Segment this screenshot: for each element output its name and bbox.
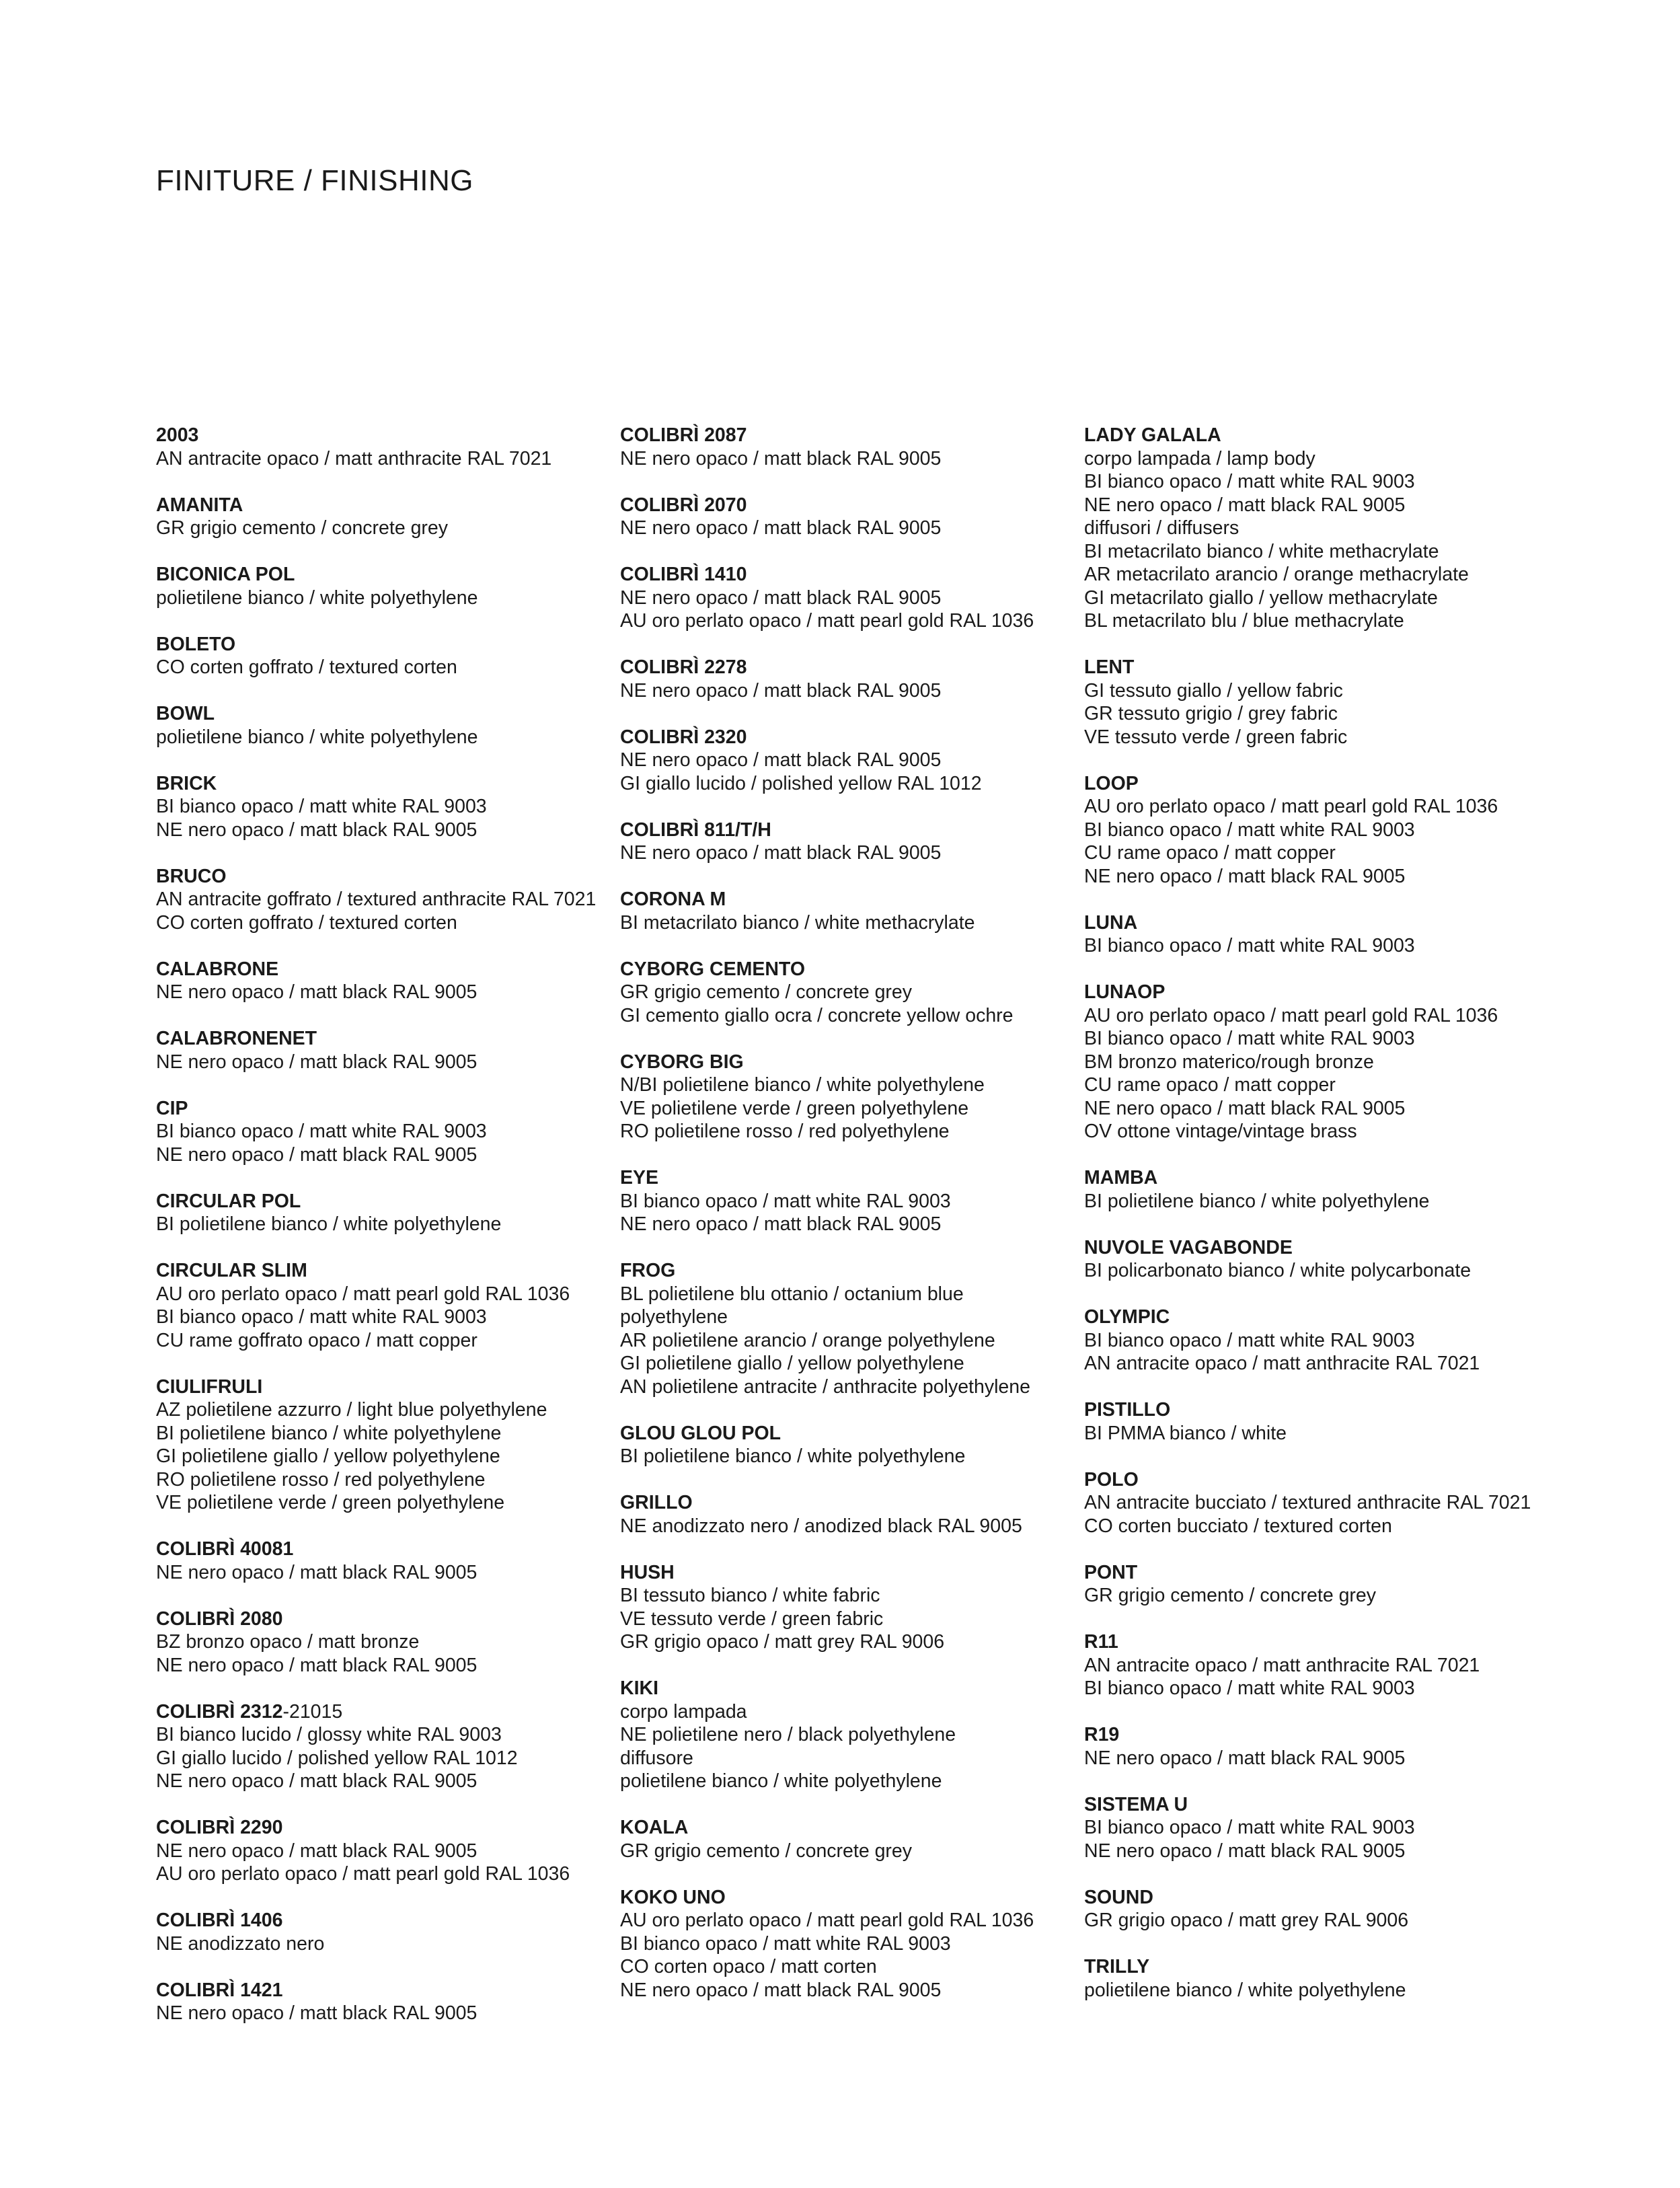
finish-line: AU oro perlato opaco / matt pearl gold RAL 1036 — [1084, 1004, 1498, 1026]
finish-line: corpo lampada / lamp body — [1084, 447, 1315, 469]
finish-line: AU oro perlato opaco / matt pearl gold RAL 1036 — [156, 1283, 570, 1305]
product-entry — [156, 1097, 600, 1167]
finish-line: BI bianco opaco / matt white RAL 9003 — [156, 1121, 487, 1142]
product-name — [156, 772, 600, 796]
product-name — [620, 1886, 1064, 1910]
product-name — [156, 1979, 600, 2002]
finish-line: CO corten opaco / matt corten — [620, 1956, 877, 1977]
product-name — [620, 888, 1064, 911]
product-entry — [156, 1259, 600, 1352]
product-name — [1084, 1306, 1528, 1329]
product-name-text: COLIBRÌ 1406 — [156, 1910, 283, 1931]
finish-line: BL polietilene blu ottanio / octanium blue — [620, 1283, 964, 1305]
finishes-column-2 — [620, 424, 1064, 2025]
product-name — [156, 563, 600, 587]
product-entry — [156, 633, 600, 679]
product-name — [1084, 1468, 1528, 1492]
product-name-text: COLIBRÌ 1421 — [156, 1979, 283, 2001]
finish-line: BL metacrilato blu / blue methacrylate — [1084, 610, 1404, 632]
product-name-text: LUNA — [1084, 911, 1138, 934]
product-name-text: SOUND — [1084, 1886, 1153, 1908]
product-entry — [156, 958, 600, 1004]
finishes-column-1 — [156, 424, 600, 2048]
product-name — [620, 1491, 1064, 1515]
product-name — [1084, 1886, 1528, 1910]
product-name — [1084, 1236, 1528, 1260]
product-name-text: CIRCULAR SLIM — [156, 1260, 307, 1281]
product-entry — [156, 865, 600, 935]
finish-line: GR tessuto grigio / grey fabric — [1084, 703, 1338, 724]
finish-line: AU oro perlato opaco / matt pearl gold RAL 1036 — [620, 1910, 1034, 1931]
product-name — [156, 424, 600, 447]
finish-line: GI giallo lucido / polished yellow RAL 1012 — [620, 772, 982, 794]
product-entry — [156, 1375, 600, 1515]
finish-line: GI cemento giallo ocra / concrete yellow ochre — [620, 1004, 1014, 1026]
finish-line: NE nero opaco / matt black RAL 9005 — [1084, 1747, 1406, 1769]
finish-line: BI metacrilato bianco / white methacrylate — [620, 911, 975, 934]
product-entry — [156, 563, 600, 609]
product-name-text: R11 — [1084, 1631, 1118, 1653]
product-name — [620, 958, 1064, 981]
finish-line: NE nero opaco / matt black RAL 9005 — [620, 1213, 942, 1235]
product-name-text: BOWL — [156, 703, 215, 724]
product-name — [1084, 424, 1528, 447]
finish-line: AU oro perlato opaco / matt pearl gold RAL 1036 — [620, 610, 1034, 632]
product-name-text: FROG — [620, 1260, 676, 1281]
finish-line: NE nero opaco / matt black RAL 9005 — [620, 447, 942, 469]
product-name-text: COLIBRÌ 2278 — [620, 656, 747, 678]
product-name — [156, 702, 600, 726]
finish-line: polyethylene — [620, 1306, 728, 1328]
product-entry — [1084, 1793, 1528, 1863]
finish-line: corpo lampada — [620, 1700, 747, 1723]
finish-line: NE nero opaco / matt black RAL 9005 — [156, 1561, 478, 1583]
product-entry — [156, 1190, 600, 1236]
finish-line: BI metacrilato bianco / white methacrylate — [1084, 540, 1439, 562]
product-entry — [1084, 1630, 1528, 1700]
finish-line: GR grigio cemento / concrete grey — [156, 517, 449, 539]
finish-line: RO polietilene rosso / red polyethylene — [620, 1121, 950, 1142]
product-entry — [156, 1538, 600, 1584]
product-entry — [1084, 1561, 1528, 1608]
finish-line: CU rame opaco / matt copper — [1084, 1074, 1336, 1096]
product-name-text: TRILLY — [1084, 1956, 1150, 1977]
product-entry — [620, 1816, 1064, 1862]
product-entry — [1084, 1723, 1528, 1770]
finish-line: NE nero opaco / matt black RAL 9005 — [156, 819, 478, 841]
finish-line: AR metacrilato arancio / orange methacrylate — [1084, 564, 1469, 585]
product-entry — [1084, 981, 1528, 1143]
finish-line: NE nero opaco / matt black RAL 9005 — [620, 517, 942, 539]
finish-line: BI bianco opaco / matt white RAL 9003 — [1084, 471, 1415, 492]
finish-line: BI bianco lucido / glossy white RAL 9003 — [156, 1724, 502, 1745]
product-name-text: KOALA — [620, 1817, 689, 1838]
product-name-text: GRILLO — [620, 1492, 693, 1513]
product-name-text: OLYMPIC — [1084, 1306, 1170, 1328]
finish-line: OV ottone vintage/vintage brass — [1084, 1121, 1357, 1142]
finish-line: RO polietilene rosso / red polyethylene — [156, 1468, 486, 1491]
product-name-text: BOLETO — [156, 633, 236, 655]
finish-line: N/BI polietilene bianco / white polyethylene — [620, 1074, 985, 1096]
finish-line: NE nero opaco / matt black RAL 9005 — [1084, 865, 1406, 887]
finish-line: BI bianco opaco / matt white RAL 9003 — [156, 1306, 487, 1328]
product-name-text: KIKI — [620, 1677, 658, 1699]
product-entry — [620, 563, 1064, 633]
product-name — [156, 1700, 600, 1724]
product-name — [620, 1259, 1064, 1283]
product-entry — [156, 1909, 600, 1955]
product-name-text: CIULIFRULI — [156, 1375, 263, 1398]
finish-line: NE nero opaco / matt black RAL 9005 — [156, 1770, 478, 1792]
product-entry — [620, 888, 1064, 934]
product-entry — [1084, 424, 1528, 633]
product-entry — [156, 424, 600, 470]
product-name-text: COLIBRÌ 811/T/H — [620, 819, 771, 841]
product-name — [156, 1538, 600, 1561]
product-name-text: CYBORG BIG — [620, 1051, 744, 1073]
product-entry — [620, 656, 1064, 702]
product-entry — [620, 1491, 1064, 1538]
finish-line: NE anodizzato nero / anodized black RAL 9005 — [620, 1515, 1022, 1537]
finish-line: NE nero opaco / matt black RAL 9005 — [156, 1654, 478, 1676]
finish-line: BI polietilene bianco / white polyethylene — [156, 1422, 502, 1444]
finish-line: NE anodizzato nero — [156, 1932, 325, 1955]
product-name — [156, 1190, 600, 1213]
finish-line: BI PMMA bianco / white — [1084, 1422, 1287, 1444]
finish-line: AN polietilene antracite / anthracite polyethylene — [620, 1375, 1030, 1398]
finishes-column-3 — [1084, 424, 1531, 2025]
finish-line: diffusore — [620, 1747, 693, 1769]
product-name-text: POLO — [1084, 1468, 1139, 1491]
finish-line: BI bianco opaco / matt white RAL 9003 — [1084, 935, 1415, 956]
product-name — [156, 1909, 600, 1932]
product-name — [156, 633, 600, 656]
finish-line: GR grigio opaco / matt grey RAL 9006 — [1084, 1910, 1409, 1931]
product-name — [156, 1375, 600, 1399]
product-entry — [620, 1422, 1064, 1468]
product-entry — [620, 1886, 1064, 2002]
finish-line: BI bianco opaco / matt white RAL 9003 — [156, 796, 487, 817]
product-entry — [620, 819, 1064, 865]
product-name — [1084, 1723, 1528, 1747]
product-name-text: COLIBRÌ 2087 — [620, 424, 747, 446]
finish-line: AU oro perlato opaco / matt pearl gold RAL 1036 — [156, 1863, 570, 1885]
product-name-text: PONT — [1084, 1561, 1138, 1583]
product-name-text: COLIBRÌ 2080 — [156, 1608, 283, 1630]
finish-line: BI bianco opaco / matt white RAL 9003 — [1084, 1677, 1415, 1699]
product-entry — [620, 424, 1064, 470]
product-entry — [156, 1979, 600, 2025]
finish-line: AN antracite opaco / matt anthracite RAL 7021 — [1084, 1654, 1480, 1676]
product-name — [156, 958, 600, 981]
product-name-text: PISTILLO — [1084, 1399, 1171, 1421]
product-entry — [1084, 1236, 1528, 1283]
product-name — [1084, 656, 1528, 679]
product-name — [620, 1561, 1064, 1585]
product-name — [1084, 1166, 1528, 1190]
finish-line: NE nero opaco / matt black RAL 9005 — [156, 2002, 478, 2024]
finish-line: CO corten bucciato / textured corten — [1084, 1515, 1392, 1537]
product-entry — [620, 1166, 1064, 1236]
product-name-text: COLIBRÌ 40081 — [156, 1538, 294, 1560]
product-entry — [1084, 1955, 1528, 2002]
product-entry — [1084, 1468, 1531, 1538]
finish-line: GI polietilene giallo / yellow polyethylene — [620, 1353, 964, 1374]
product-entry — [620, 1561, 1064, 1654]
product-name-text: HUSH — [620, 1561, 675, 1583]
finish-line: GI metacrilato giallo / yellow methacrylate — [1084, 587, 1438, 609]
page-title: FINITURE / FINISHING — [156, 164, 473, 197]
product-entry — [620, 1259, 1064, 1398]
product-name — [156, 1027, 600, 1051]
finish-line: AU oro perlato opaco / matt pearl gold RAL 1036 — [1084, 796, 1498, 817]
finish-line: polietilene bianco / white polyethylene — [1084, 1979, 1406, 2001]
product-name — [620, 1816, 1064, 1840]
product-name — [1084, 1630, 1528, 1654]
product-name-text: COLIBRÌ 2070 — [620, 494, 747, 516]
product-name — [620, 819, 1064, 842]
product-name-text: COLIBRÌ 2290 — [156, 1817, 283, 1838]
product-name — [620, 1677, 1064, 1700]
finish-line: CU rame opaco / matt copper — [1084, 842, 1336, 864]
finish-line: NE nero opaco / matt black RAL 9005 — [620, 842, 942, 864]
finish-line: BI bianco opaco / matt white RAL 9003 — [620, 1932, 951, 1955]
product-entry — [1084, 1886, 1528, 1932]
finish-line: VE tessuto verde / green fabric — [620, 1608, 884, 1630]
product-name-text: CORONA M — [620, 889, 726, 910]
finish-line: polietilene bianco / white polyethylene — [156, 726, 478, 748]
product-entry — [620, 1051, 1064, 1143]
product-name — [620, 726, 1064, 749]
product-entry — [1084, 1306, 1528, 1375]
product-name-text: COLIBRÌ 1410 — [620, 564, 747, 585]
product-name-text: GLOU GLOU POL — [620, 1422, 781, 1444]
product-name — [620, 494, 1064, 517]
finish-line: NE nero opaco / matt black RAL 9005 — [620, 1979, 942, 2001]
product-entry — [1084, 1166, 1528, 1213]
finish-line: NE nero opaco / matt black RAL 9005 — [620, 679, 942, 702]
product-name — [1084, 1561, 1528, 1585]
product-name-text: LUNAOP — [1084, 981, 1166, 1003]
product-name-text: CALABRONE — [156, 958, 279, 980]
product-name-text: EYE — [620, 1167, 659, 1189]
product-name — [620, 1422, 1064, 1445]
finish-line: BI polietilene bianco / white polyethylene — [156, 1213, 502, 1235]
product-name-text: COLIBRÌ 2312 — [156, 1700, 283, 1723]
finish-line: GR grigio cemento / concrete grey — [620, 1840, 913, 1862]
finish-line: VE polietilene verde / green polyethylene — [156, 1492, 505, 1513]
product-name — [156, 865, 600, 889]
product-name — [1084, 1955, 1528, 1979]
product-entry — [156, 494, 600, 540]
finish-line: polietilene bianco / white polyethylene — [620, 1770, 942, 1792]
finish-line: AN antracite goffrato / textured anthracite RAL 7021 — [156, 889, 597, 910]
product-name-text: LENT — [1084, 656, 1135, 678]
product-entry — [620, 494, 1064, 540]
finish-line: GI tessuto giallo / yellow fabric — [1084, 679, 1343, 702]
finish-line: BI polietilene bianco / white polyethylene — [1084, 1190, 1430, 1212]
product-entry — [620, 958, 1064, 1028]
product-name — [156, 1816, 600, 1840]
finish-line: BI bianco opaco / matt white RAL 9003 — [620, 1190, 951, 1212]
finish-line: NE nero opaco / matt black RAL 9005 — [620, 587, 942, 609]
finish-line: CO corten goffrato / textured corten — [156, 656, 457, 678]
product-name-text: CYBORG CEMENTO — [620, 958, 805, 980]
product-name — [1084, 1398, 1528, 1422]
finish-line: GR grigio opaco / matt grey RAL 9006 — [620, 1631, 945, 1653]
finish-line: NE nero opaco / matt black RAL 9005 — [1084, 494, 1406, 516]
finish-line: AN antracite opaco / matt anthracite RAL 7021 — [156, 447, 552, 469]
product-name — [156, 1608, 600, 1631]
product-entry — [156, 1608, 600, 1677]
product-entry — [156, 1027, 600, 1073]
product-entry — [156, 702, 600, 749]
finish-line: BZ bronzo opaco / matt bronze — [156, 1631, 420, 1653]
product-name-text: MAMBA — [1084, 1167, 1158, 1189]
finish-line: polietilene bianco / white polyethylene — [156, 587, 478, 609]
finish-line: NE nero opaco / matt black RAL 9005 — [156, 1051, 478, 1073]
product-entry — [156, 1816, 600, 1886]
product-name-text: CIRCULAR POL — [156, 1190, 301, 1212]
product-entry — [1084, 911, 1528, 958]
product-entry — [156, 1700, 600, 1793]
product-name — [156, 1097, 600, 1121]
product-name — [156, 1259, 600, 1283]
product-name — [620, 1051, 1064, 1074]
finish-line: NE nero opaco / matt black RAL 9005 — [156, 981, 478, 1003]
product-name — [620, 656, 1064, 679]
finish-line: CO corten goffrato / textured corten — [156, 911, 457, 934]
product-name — [1084, 772, 1528, 796]
finish-line: VE tessuto verde / green fabric — [1084, 726, 1348, 748]
product-name-text: SISTEMA U — [1084, 1793, 1188, 1815]
product-entry — [1084, 656, 1528, 749]
product-entry — [620, 726, 1064, 796]
finish-line: NE nero opaco / matt black RAL 9005 — [156, 1143, 478, 1166]
product-name-text: LADY GALALA — [1084, 424, 1221, 446]
product-name — [1084, 911, 1528, 935]
finish-line: diffusori / diffusers — [1084, 517, 1239, 539]
finish-line: AN antracite opaco / matt anthracite RAL 7021 — [1084, 1353, 1480, 1374]
product-name-text: BICONICA POL — [156, 564, 295, 585]
product-name-text: CIP — [156, 1097, 188, 1119]
finish-line: BI bianco opaco / matt white RAL 9003 — [1084, 1329, 1415, 1351]
finish-line: AZ polietilene azzurro / light blue polyethylene — [156, 1399, 547, 1421]
finish-line: GR grigio cemento / concrete grey — [1084, 1585, 1377, 1606]
product-name-text: 2003 — [156, 424, 199, 446]
finish-line: AR polietilene arancio / orange polyethylene — [620, 1329, 995, 1351]
product-name-text: LOOP — [1084, 772, 1139, 794]
product-name-text: COLIBRÌ 2320 — [620, 726, 747, 748]
finish-line: BI bianco opaco / matt white RAL 9003 — [1084, 1028, 1415, 1049]
finish-line: NE nero opaco / matt black RAL 9005 — [620, 749, 942, 771]
finish-line: BM bronzo materico/rough bronze — [1084, 1051, 1374, 1073]
finish-line: BI tessuto bianco / white fabric — [620, 1585, 880, 1606]
product-name — [1084, 981, 1528, 1004]
product-name — [156, 494, 600, 517]
finish-line: AN antracite bucciato / textured anthracite RAL 7021 — [1084, 1492, 1531, 1513]
product-name — [1084, 1793, 1528, 1817]
product-name-text: CALABRONENET — [156, 1028, 317, 1049]
finish-line: BI bianco opaco / matt white RAL 9003 — [1084, 1817, 1415, 1838]
finish-line: GR grigio cemento / concrete grey — [620, 981, 913, 1003]
finish-line: NE nero opaco / matt black RAL 9005 — [1084, 1840, 1406, 1862]
product-name-text: AMANITA — [156, 494, 243, 516]
product-entry — [156, 772, 600, 842]
finish-line: VE polietilene verde / green polyethylene — [620, 1097, 969, 1119]
finish-line: GI polietilene giallo / yellow polyethylene — [156, 1445, 500, 1467]
product-name-suffix: -21015 — [282, 1700, 343, 1723]
product-name-text: KOKO UNO — [620, 1886, 726, 1908]
finish-line: BI bianco opaco / matt white RAL 9003 — [1084, 819, 1415, 841]
product-name-text: BRICK — [156, 772, 217, 794]
finish-line: NE nero opaco / matt black RAL 9005 — [156, 1840, 478, 1862]
finish-line: GI giallo lucido / polished yellow RAL 1012 — [156, 1747, 518, 1769]
product-name-text: BRUCO — [156, 865, 227, 887]
finish-line: NE nero opaco / matt black RAL 9005 — [1084, 1097, 1406, 1119]
product-name-text: R19 — [1084, 1724, 1120, 1745]
product-entry — [1084, 1398, 1528, 1445]
product-name — [620, 563, 1064, 587]
finish-line: BI policarbonato bianco / white polycarbonate — [1084, 1260, 1472, 1281]
finish-line: BI polietilene bianco / white polyethylene — [620, 1445, 966, 1467]
product-entry — [1084, 772, 1528, 889]
product-name — [620, 424, 1064, 447]
finish-line: CU rame goffrato opaco / matt copper — [156, 1329, 478, 1351]
product-name-text: NUVOLE VAGABONDE — [1084, 1236, 1293, 1258]
product-entry — [620, 1677, 1064, 1793]
finish-line: NE polietilene nero / black polyethylene — [620, 1724, 956, 1745]
product-name — [620, 1166, 1064, 1190]
